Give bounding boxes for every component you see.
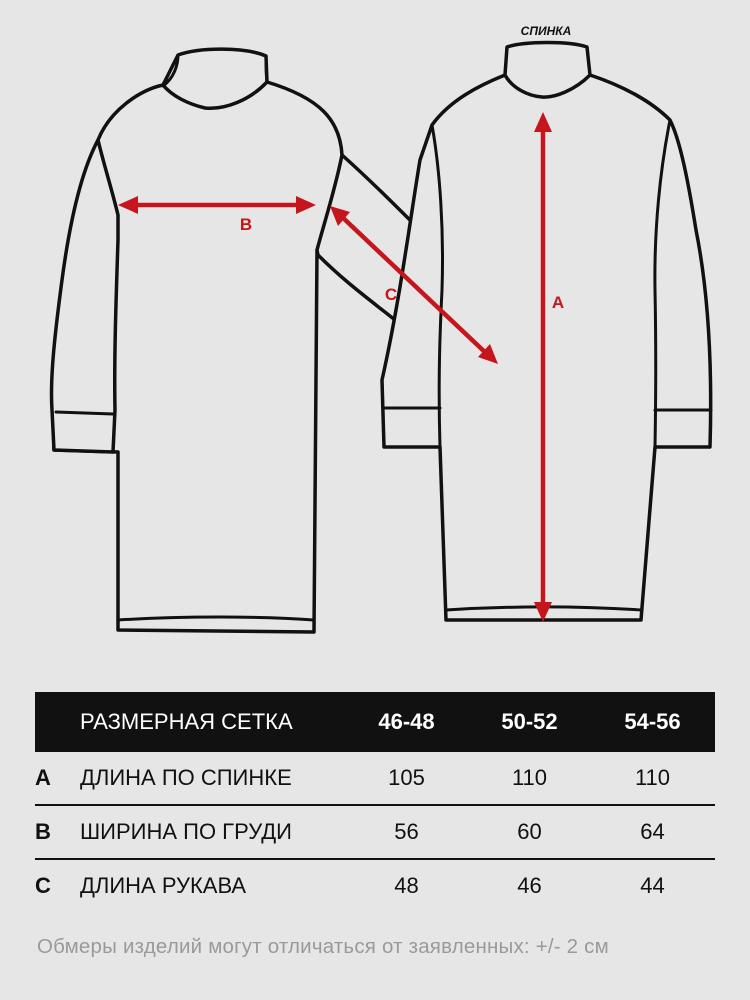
row-name: ДЛИНА РУКАВА	[80, 873, 247, 898]
row-value: 60	[517, 819, 542, 844]
measure-a-label: A	[551, 293, 565, 312]
row-value: 56	[394, 819, 419, 844]
row-value: 110	[511, 765, 548, 790]
back-body-outline	[382, 75, 711, 620]
size-header-46-48: 46-48	[378, 709, 435, 734]
row-value: 48	[394, 873, 419, 898]
measure-c-label: C	[384, 285, 398, 304]
size-table-header	[35, 692, 715, 752]
front-left-sleeve	[51, 140, 118, 452]
row-value: 44	[640, 873, 665, 898]
row-value: 110	[634, 765, 671, 790]
back-view	[382, 24, 711, 620]
row-name: ДЛИНА ПО СПИНКЕ	[80, 765, 292, 790]
table-row	[35, 752, 715, 806]
size-table	[35, 692, 715, 912]
row-value: 105	[388, 765, 425, 790]
row-letter: B	[35, 819, 51, 844]
size-header-50-52: 50-52	[501, 709, 558, 734]
table-row	[35, 806, 715, 860]
measure-b-label: B	[239, 215, 253, 234]
table-row	[35, 860, 715, 912]
row-name: ШИРИНА ПО ГРУДИ	[80, 819, 292, 844]
size-header-54-56: 54-56	[624, 709, 681, 734]
size-table-title: РАЗМЕРНАЯ СЕТКА	[80, 709, 293, 734]
front-left-cuff	[56, 412, 113, 414]
row-value: 46	[517, 873, 542, 898]
row-letter: A	[35, 765, 51, 790]
front-collar-seam-right	[266, 56, 267, 82]
measurement-tolerance-note: Обмеры изделий могут отличаться от заявленных: +/- 2 см	[37, 935, 609, 958]
back-view-label: СПИНКА	[520, 24, 572, 38]
row-value: 64	[640, 819, 665, 844]
row-letter: C	[35, 873, 51, 898]
